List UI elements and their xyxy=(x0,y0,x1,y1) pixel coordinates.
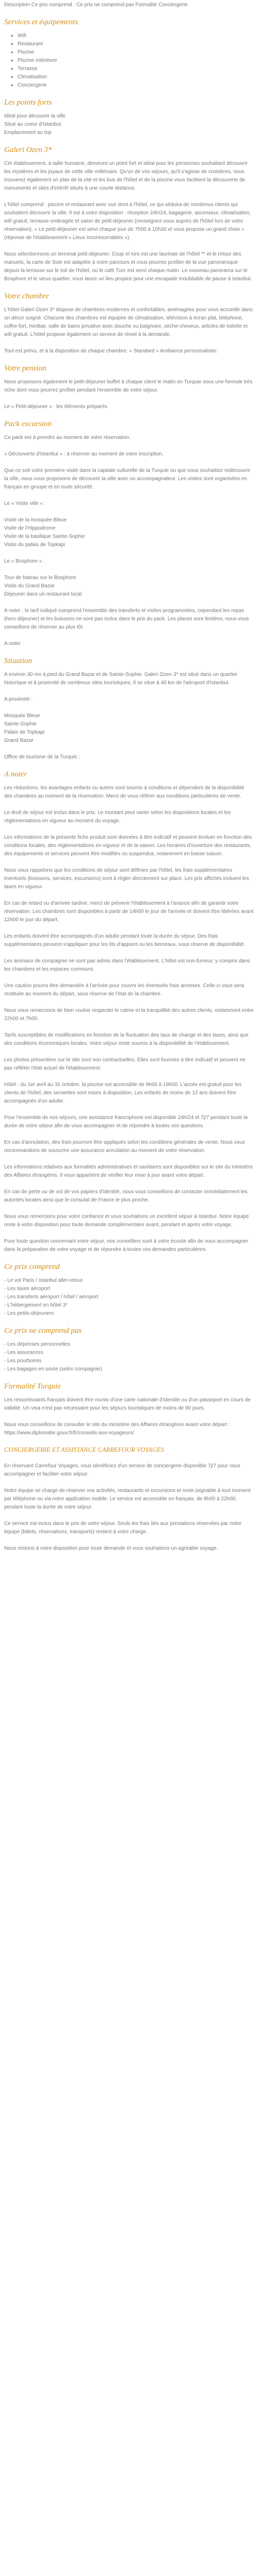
pension-paragraph: Nous proposons également le petit-déjeuner buffet à chaque client le matin en Turquie sous une formule très riche dont vous pourrez profiter pendant l'ensemble de votre séjour. xyxy=(4,379,253,393)
conciergerie-section xyxy=(4,1446,254,1553)
pack-paragraph: « Découverte d'Istanbul » : à réserver au moment de votre inscription. xyxy=(4,451,164,457)
hotel-paragraph: Nous sélectionnons un terminal petit-déjeuner. Coup et lors est une lauréate de l'hôtel ** et le retour des manuels, la carte de Soie est adaptée à votre parcours et vous pourrez profiter de la vue panoramique depuis la terrasse sur le toit de l'hôtel, où le café Turc est servi chaque matin. Le nouveau panorama sur le Bosphore et le vieux quartier, vous lance un lieu propice pour une escapade inoubliable de pause à Istanbul. xyxy=(4,251,252,282)
service-item: ▪ Restaurant xyxy=(18,40,254,48)
informations-heading: A noter xyxy=(4,770,27,778)
comprend-heading: Ce prix comprend xyxy=(4,1263,60,1271)
hotel-name-heading: Galeri Ozen 3* xyxy=(4,146,52,154)
pack-paragraph: A noter xyxy=(4,641,21,647)
comprend-item: - Les taxes aéroport xyxy=(4,1286,50,1292)
comprend-section xyxy=(4,1262,254,1318)
points-forts-section xyxy=(4,98,254,137)
informations-section xyxy=(4,770,254,1254)
info-paragraph: Nous vous rappelons que les conditions de séjour sont définies par l'hôtel, les frais supplémentaires éventuels (boissons, services, excursions) sont à régler directement sur place. Les prix affichés incluent les taxes en vigueur. xyxy=(4,868,249,890)
situation-section xyxy=(4,656,254,761)
point-fort: Emplacement au top xyxy=(4,130,52,135)
comprend-list xyxy=(4,1277,254,1318)
pack-section xyxy=(4,419,254,648)
info-paragraph: Une caution pourra être demandée à l'arrivée pour couvrir les éventuels frais annexes. Celle-ci vous sera restituée au moment du départ, sous réserve de l'état de la chambre. xyxy=(4,983,244,997)
situation-paragraph: Mosquée Bleue Sainte-Sophie Palais de Topkapi Grand Bazar xyxy=(4,713,45,743)
conciergerie-paragraph: Ce service est inclus dans le prix de votre séjour. Seuls les frais liés aux prestations réservées par notre équipe (billets, réservations, transports) restent à votre charge. xyxy=(4,1521,241,1535)
intro-text: Description Ce prix comprend : Ce prix ne comprend pas Formalité Conciergerie xyxy=(4,2,188,8)
situation-paragraph: Office de tourisme de la Turquie : xyxy=(4,754,80,760)
pension-paragraph: Le « Petit-déjeuner » : les éléments préparés. xyxy=(4,404,109,410)
info-paragraph: Les réductions, les avantages enfants ou autres sont soumis à conditions et dépendent de la disponibilité des chambres au moment de la réservation. Merci de vous référer aux conditions particulières de vente. xyxy=(4,785,245,799)
ne-comprend-section xyxy=(4,1326,254,1374)
pension-section xyxy=(4,364,254,411)
ne-comprend-item: - Les pourboires xyxy=(4,1358,42,1364)
chambre-heading: Votre chambre xyxy=(4,292,49,300)
pack-heading: Pack excursion xyxy=(4,420,52,428)
info-paragraph: Pour toute question concernant votre séjour, nos conseillers sont à votre écoute afin de vous accompagner dans la préparation de votre voyage et de répondre à toutes vos demandes particulières. xyxy=(4,1239,249,1252)
hotel-paragraph: L'hôtel comprend : piscine et restaurant avec vue dont à l'hôtel, ce qui séduira de nombreux clients qui souhaitent découvrir la ville. Il est à votre disposition : réception 24h/24, bagagerie, ascenseur, climatisation, wifi gratuit, terrasse ombragée et salon de petit-déjeuner (renseignez-vous auprès de l'hôtel lors de votre réservation). « Le petit-déjeuner est servi chaque jour de 7h00 à 10h30 et vous propose un grand choix » (réponse de l'établissement « Lieux incontournables »). xyxy=(4,202,251,241)
point-fort: Situé au coeur d'Istanbul xyxy=(4,122,61,127)
points-forts-heading: Les points forts xyxy=(4,98,52,107)
ne-comprend-item: - Les dépenses personnelles xyxy=(4,1342,70,1347)
pack-paragraph: Visite de la mosquée Bleue Visite de l'Hippodrome Visite de la basilique Sainte-Sophie Visite du palais de Topkapi xyxy=(4,517,85,548)
services-heading: Services et équipements xyxy=(4,18,78,26)
pack-paragraph: Ce pack est à prendre au moment de votre réservation. xyxy=(4,435,131,440)
pack-paragraph: A noter : le tarif indiqué comprend l'ensemble des transferts et visites programmées, cependant les repas (hors déjeuner) et les boissons ne sont pas inclus dans le prix du pack. Les places sont limitées, nous vous conseillons de réserver au plus tôt. xyxy=(4,608,249,630)
service-item: ▪ Piscine xyxy=(18,48,254,57)
info-paragraph: En cas de retard ou d'arrivée tardive, merci de prévenir l'établissement à l'avance afin de garantir votre réservation. Les chambres sont disponibles à partir de 14h00 le jour de l'arrivée et doivent être libérées avant 12h00 le jour du départ. xyxy=(4,901,254,923)
info-paragraph: Nous vous remercions pour votre confiance et vous souhaitons un excellent séjour à Istanbul. Notre équipe reste à votre disposition pour toute demande complémentaire avant, pendant et après votre voyage. xyxy=(4,1214,249,1228)
conciergerie-paragraph: Nous restons à votre disposition pour toute demande et vous souhaitons un agréable voyage. xyxy=(4,1546,218,1551)
comprend-item: - Le vol Paris / Istanbul aller-retour xyxy=(4,1278,83,1283)
ne-comprend-item: - Les assurances xyxy=(4,1350,44,1355)
formalite-paragraph: Les ressortissants français doivent être munis d'une carte nationale d'identité ou d'un passeport en cours de validité. Un visa n'est pas nécessaire pour les séjours touristiques de moins de 90 jours. xyxy=(4,1397,251,1411)
info-paragraph: Les informations relatives aux formalités administratives et sanitaires sont disponibles sur le site du ministère des Affaires étrangères. Il vous appartient de vérifier leur mise à jour avant votre départ. xyxy=(4,1164,253,1178)
info-paragraph: En cas d'annulation, des frais pourront être appliqués selon les conditions générales de vente. Nous vous recommandons de souscrire une assurance annulation au moment de votre réservation. xyxy=(4,1140,245,1154)
info-paragraph: Le droit de séjour est inclus dans le prix. Le montant peut varier selon les dispositions locales et les réglementations en vigueur au moment du voyage. xyxy=(4,810,231,824)
chambre-paragraph: Tout est prévu, et à la disposition de chaque chambre: « Standard » Ambiance personnalisée. xyxy=(4,348,218,354)
pension-heading: Votre pension xyxy=(4,364,46,372)
chambre-section xyxy=(4,292,254,355)
conciergerie-paragraph: Notre équipe se charge de réserver vos activités, restaurants et excursions et reste joignable à tout moment par téléphone ou via notre application mobile. Le service est accessible en français, de 8h00 à 22h00, pendant toute la durée de votre séjour. xyxy=(4,1488,251,1510)
conciergerie-paragraph: En réservant Carrefour Voyages, vous bénéficiez d'un service de conciergerie disponible 7j/7 pour vous accompagner et faciliter votre séjour. xyxy=(4,1463,240,1477)
situation-paragraph: A environ 30 mn à pied du Grand Bazar et de Sainte-Sophie. Galeri Ozen 3* est situé dans un quartier historique et à proximité de nombreux sites touristiques. Il se situe à 40 km de l'aéroport d'Istanbul. xyxy=(4,672,238,686)
conciergerie-heading: CONCIERGERIE ET ASSISTANCE CARREFOUR VOYAGES xyxy=(4,1446,164,1453)
service-item: ▪ Wifi xyxy=(18,32,254,40)
situation-paragraph: A proximité : xyxy=(4,697,33,702)
info-paragraph: Les animaux de compagnie ne sont pas admis dans l'établissement. L'hôtel est non-fumeur, y compris dans les chambres et les espaces communs. xyxy=(4,958,250,972)
info-paragraph: Pour l'ensemble de nos séjours, une assistance francophone est disponible 24h/24 et 7j/7 pendant toute la durée de votre séjour afin de vous accompagner et de répondre à toutes vos questions. xyxy=(4,1115,248,1129)
formalite-paragraph: Nous vous conseillons de consulter le site du ministère des Affaires étrangères avant votre départ : https://www.diplomatie.gouv.fr/fr/conseils-aux-voyageurs/ xyxy=(4,1422,230,1436)
hotel-section xyxy=(4,145,254,283)
ne-comprend-item: - Les bagages en soute (selon compagnie) xyxy=(4,1366,102,1372)
comprend-item: - Les transferts aéroport / hôtel / aéroport xyxy=(4,1294,99,1300)
info-paragraph: Hôtel : du 1er avril au 31 octobre, la piscine est accessible de 9h00 à 19h00. L'accès est gratuit pour les clients de l'hôtel, des serviettes sont mises à disposition. Les enfants de moins de 12 ans doivent être accompagnés d'un adulte. xyxy=(4,1082,241,1104)
info-paragraph: Tarifs susceptibles de modifications en fonction de la fluctuation des taux de change et des taxes, ainsi que des conditions économiques locales. Votre séjour reste soumis à la disponibilité de l'établissement. xyxy=(4,1032,249,1046)
ne-comprend-heading: Ce prix ne comprend pas xyxy=(4,1327,82,1335)
comprend-item: - L'hébergement en hôtel 3* xyxy=(4,1302,68,1308)
services-list xyxy=(4,32,254,90)
service-item: ▪ Piscine intérieure xyxy=(18,57,254,65)
chambre-paragraph: L'hôtel Galeri Ozen 3* dispose de chambres modernes et confortables, aménagées pour vous accueillir dans un décor soigné. Chacune des chambres est équipée de climatisation, télévision à écran plat, téléphone, coffre-fort, minibar, salle de bains privative avec douche ou baignoire, sèche-cheveux, articles de toilette et wifi gratuit. L'hôtel propose également un service de réveil à la demande. xyxy=(4,307,253,337)
info-paragraph: Les enfants doivent être accompagnés d'un adulte pendant toute la durée du séjour. Des frais supplémentaires peuvent s'appliquer pour les lits d'appoint ou les berceaux, sous réserve de disponibilité. xyxy=(4,934,245,947)
ne-comprend-list xyxy=(4,1341,254,1374)
pack-paragraph: Tour de bateau sur le Bosphore Visite du Grand Bazar Déjeuner dans un restaurant local xyxy=(4,575,82,597)
pack-paragraph: Le « Visite ville » : xyxy=(4,501,46,506)
service-item: ▪ Conciergerie xyxy=(18,81,254,90)
pack-paragraph: Que ce soit votre première visite dans la capitale culturelle de la Turquie ou que vous souhaitiez redécouvrir la ville, nous vous proposons de découvrir la ville avec un accompagnateur. Les visites sont organisées en français en groupe et en toute sécurité. xyxy=(4,468,250,490)
service-item: ▪ Terrasse xyxy=(18,65,254,73)
services-section xyxy=(4,18,254,90)
formalite-section xyxy=(4,1382,254,1437)
info-paragraph: En cas de perte ou de vol de vos papiers d'identité, nous vous conseillons de contacter immédiatement les autorités locales ainsi que le consulat de France le plus proche. xyxy=(4,1189,248,1203)
formalite-heading: Formalité Turquie xyxy=(4,1382,61,1391)
info-paragraph: Les photos présentées sur le site sont non contractuelles. Elles sont fournies à titre indicatif et peuvent ne pas refléter l'état actuel de l'établissement. xyxy=(4,1057,246,1071)
hotel-paragraph: Cet établissement, à taille humaine, demeure un point fort et idéal pour les personnes souhaitant découvrir les mystères et les joyaux de cette ville millénaire. Qu'un de vos séjours, qu'il s'agisse de croisières, vous trouverez également un plan de la cité et les bus de l'hôtel et de la piscine vous facilitent la découverte de monuments et sites d'intérêt situés à une courte distance. xyxy=(4,161,248,191)
info-paragraph: Nous vous remercions de bien vouloir respecter le calme et la tranquillité des autres clients, notamment entre 22h00 et 7h00. xyxy=(4,1008,254,1022)
service-item: ▪ Climatisation xyxy=(18,73,254,81)
comprend-item: - Les petits-déjeuners xyxy=(4,1311,54,1316)
info-paragraph: Les informations de la présente fiche produit sont données à titre indicatif et peuvent évoluer en fonction des conditions locales, des réglementations en vigueur et de la saison. Les horaires d'ouverture des restaurants, des équipements et services peuvent être modifiés ou suspendus, notamment en basse saison. xyxy=(4,835,252,857)
points-forts-text xyxy=(4,112,254,137)
pack-paragraph: Le « Bosphore » : xyxy=(4,558,45,564)
point-fort: Idéal pour découvrir la ville xyxy=(4,113,66,119)
situation-heading: Situation xyxy=(4,657,33,665)
